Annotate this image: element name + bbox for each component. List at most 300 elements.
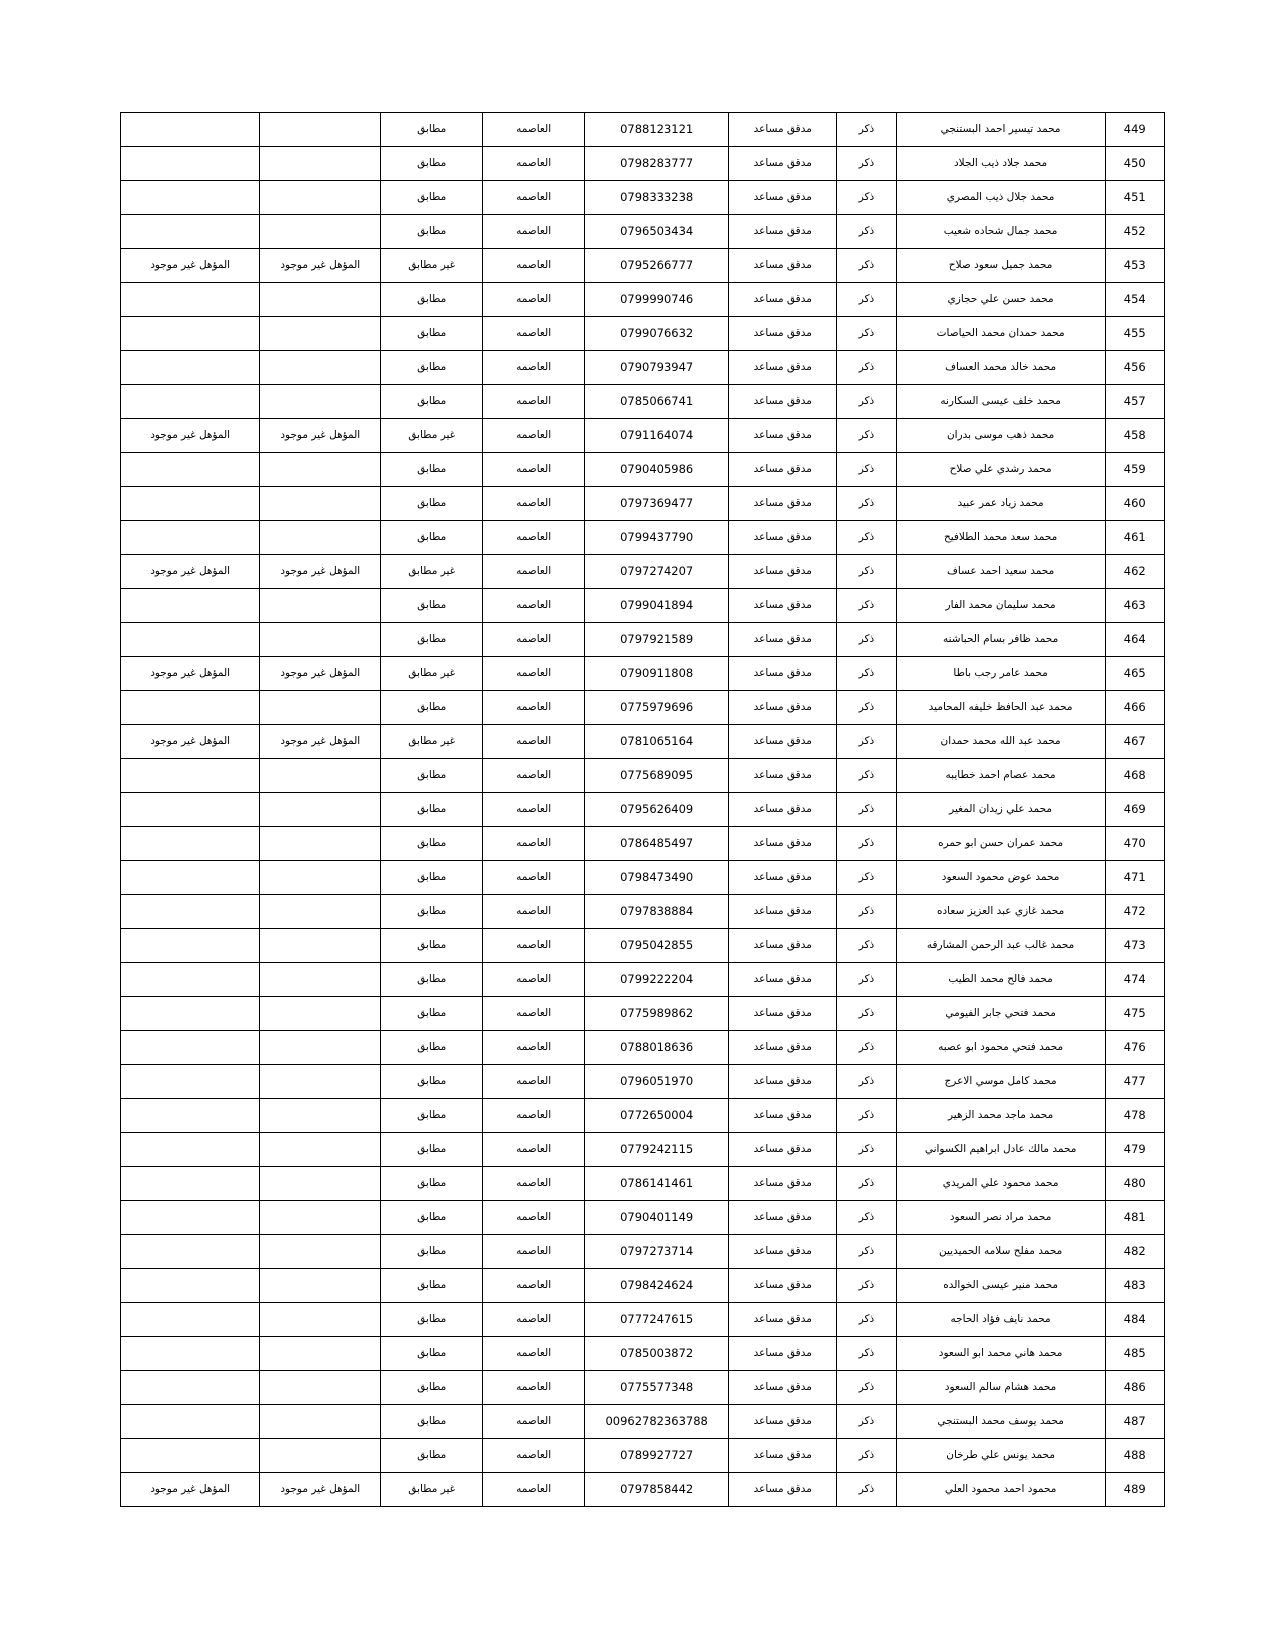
match-status-cell: مطابق	[381, 283, 483, 317]
match-status-cell: مطابق	[381, 589, 483, 623]
gender-cell: ذكر	[837, 521, 897, 555]
full-name-cell: محمد خلف عيسى السكارنه	[896, 385, 1105, 419]
match-status-cell: غير مطابق	[381, 1473, 483, 1507]
region-cell: العاصمه	[483, 283, 585, 317]
phone-number-cell: 0799990746	[585, 283, 729, 317]
gender-cell: ذكر	[837, 1167, 897, 1201]
full-name-cell: محمد رشدي علي صلاح	[896, 453, 1105, 487]
table-row	[121, 1473, 1165, 1507]
gender-cell: ذكر	[837, 759, 897, 793]
table-row	[121, 1405, 1165, 1439]
phone-number-cell: 0788018636	[585, 1031, 729, 1065]
match-status-cell: مطابق	[381, 1065, 483, 1099]
qualification-note-1-cell: المؤهل غير موجود	[260, 1473, 381, 1507]
qualification-note-2-cell	[121, 317, 260, 351]
qualification-note-2-cell	[121, 691, 260, 725]
job-title-cell: مدقق مساعد	[729, 1099, 837, 1133]
row-number-cell: 475	[1105, 997, 1165, 1031]
qualification-note-1-cell	[260, 963, 381, 997]
full-name-cell: محمد مفلح سلامه الحميديين	[896, 1235, 1105, 1269]
qualification-note-2-cell	[121, 963, 260, 997]
job-title-cell: مدقق مساعد	[729, 453, 837, 487]
table-row	[121, 691, 1165, 725]
full-name-cell: محمد مالك عادل ابراهيم الكسواني	[896, 1133, 1105, 1167]
job-title-cell: مدقق مساعد	[729, 249, 837, 283]
match-status-cell: مطابق	[381, 1099, 483, 1133]
qualification-note-2-cell	[121, 997, 260, 1031]
job-title-cell: مدقق مساعد	[729, 657, 837, 691]
row-number-cell: 486	[1105, 1371, 1165, 1405]
full-name-cell: محمد غالب عبد الرحمن المشارقه	[896, 929, 1105, 963]
table-row	[121, 351, 1165, 385]
job-title-cell: مدقق مساعد	[729, 793, 837, 827]
phone-number-cell: 0775577348	[585, 1371, 729, 1405]
table-row	[121, 385, 1165, 419]
job-title-cell: مدقق مساعد	[729, 623, 837, 657]
gender-cell: ذكر	[837, 419, 897, 453]
qualification-note-2-cell	[121, 215, 260, 249]
qualification-note-1-cell	[260, 929, 381, 963]
phone-number-cell: 0797369477	[585, 487, 729, 521]
row-number-cell: 458	[1105, 419, 1165, 453]
row-number-cell: 457	[1105, 385, 1165, 419]
match-status-cell: مطابق	[381, 113, 483, 147]
region-cell: العاصمه	[483, 793, 585, 827]
region-cell: العاصمه	[483, 759, 585, 793]
qualification-note-2-cell: المؤهل غير موجود	[121, 555, 260, 589]
match-status-cell: غير مطابق	[381, 249, 483, 283]
qualification-note-1-cell: المؤهل غير موجود	[260, 249, 381, 283]
gender-cell: ذكر	[837, 1065, 897, 1099]
qualification-note-1-cell	[260, 181, 381, 215]
row-number-cell: 480	[1105, 1167, 1165, 1201]
region-cell: العاصمه	[483, 1337, 585, 1371]
job-title-cell: مدقق مساعد	[729, 385, 837, 419]
row-number-cell: 472	[1105, 895, 1165, 929]
full-name-cell: محمد حمدان محمد الحياصات	[896, 317, 1105, 351]
table-row	[121, 1371, 1165, 1405]
qualification-note-2-cell	[121, 1031, 260, 1065]
region-cell: العاصمه	[483, 385, 585, 419]
match-status-cell: مطابق	[381, 351, 483, 385]
qualification-note-1-cell	[260, 1405, 381, 1439]
match-status-cell: مطابق	[381, 759, 483, 793]
region-cell: العاصمه	[483, 1405, 585, 1439]
full-name-cell: محمد عبد الحافظ خليفه المحاميد	[896, 691, 1105, 725]
table-row	[121, 555, 1165, 589]
full-name-cell: محمد جلاد ذيب الجلاد	[896, 147, 1105, 181]
phone-number-cell: 0777247615	[585, 1303, 729, 1337]
phone-number-cell: 0799076632	[585, 317, 729, 351]
phone-number-cell: 0791164074	[585, 419, 729, 453]
row-number-cell: 462	[1105, 555, 1165, 589]
region-cell: العاصمه	[483, 963, 585, 997]
match-status-cell: مطابق	[381, 317, 483, 351]
job-title-cell: مدقق مساعد	[729, 827, 837, 861]
phone-number-cell: 0796051970	[585, 1065, 729, 1099]
match-status-cell: مطابق	[381, 861, 483, 895]
qualification-note-2-cell	[121, 1337, 260, 1371]
qualification-note-1-cell	[260, 385, 381, 419]
match-status-cell: مطابق	[381, 1405, 483, 1439]
region-cell: العاصمه	[483, 487, 585, 521]
table-row	[121, 215, 1165, 249]
qualification-note-1-cell: المؤهل غير موجود	[260, 419, 381, 453]
job-title-cell: مدقق مساعد	[729, 181, 837, 215]
qualification-note-1-cell	[260, 147, 381, 181]
table-row	[121, 1269, 1165, 1303]
match-status-cell: مطابق	[381, 1303, 483, 1337]
qualification-note-2-cell: المؤهل غير موجود	[121, 249, 260, 283]
region-cell: العاصمه	[483, 1167, 585, 1201]
full-name-cell: محمد سليمان محمد الفار	[896, 589, 1105, 623]
full-name-cell: محمد عامر رجب باطا	[896, 657, 1105, 691]
job-title-cell: مدقق مساعد	[729, 929, 837, 963]
full-name-cell: محمد علي زيدان المغير	[896, 793, 1105, 827]
qualification-note-1-cell	[260, 1065, 381, 1099]
gender-cell: ذكر	[837, 1337, 897, 1371]
qualification-note-1-cell	[260, 1439, 381, 1473]
region-cell: العاصمه	[483, 1201, 585, 1235]
table-row	[121, 249, 1165, 283]
row-number-cell: 469	[1105, 793, 1165, 827]
full-name-cell: محمد ماجد محمد الزهير	[896, 1099, 1105, 1133]
row-number-cell: 450	[1105, 147, 1165, 181]
gender-cell: ذكر	[837, 963, 897, 997]
full-name-cell: محمد منير عيسى الخوالده	[896, 1269, 1105, 1303]
job-title-cell: مدقق مساعد	[729, 317, 837, 351]
qualification-note-1-cell	[260, 487, 381, 521]
full-name-cell: محمد فتحي جابر الفيومي	[896, 997, 1105, 1031]
phone-number-cell: 00962782363788	[585, 1405, 729, 1439]
phone-number-cell: 0790911808	[585, 657, 729, 691]
phone-number-cell: 0795266777	[585, 249, 729, 283]
row-number-cell: 463	[1105, 589, 1165, 623]
qualification-note-2-cell	[121, 1099, 260, 1133]
qualification-note-1-cell	[260, 793, 381, 827]
job-title-cell: مدقق مساعد	[729, 1133, 837, 1167]
table-row	[121, 827, 1165, 861]
match-status-cell: مطابق	[381, 1133, 483, 1167]
gender-cell: ذكر	[837, 691, 897, 725]
applicants-table	[120, 112, 1165, 1507]
qualification-note-1-cell	[260, 521, 381, 555]
qualification-note-2-cell	[121, 521, 260, 555]
match-status-cell: مطابق	[381, 1235, 483, 1269]
row-number-cell: 470	[1105, 827, 1165, 861]
qualification-note-1-cell	[260, 589, 381, 623]
gender-cell: ذكر	[837, 1303, 897, 1337]
phone-number-cell: 0785003872	[585, 1337, 729, 1371]
job-title-cell: مدقق مساعد	[729, 555, 837, 589]
qualification-note-2-cell	[121, 181, 260, 215]
qualification-note-1-cell	[260, 453, 381, 487]
job-title-cell: مدقق مساعد	[729, 1167, 837, 1201]
qualification-note-1-cell	[260, 1371, 381, 1405]
row-number-cell: 488	[1105, 1439, 1165, 1473]
full-name-cell: محمد عمران حسن ابو حمره	[896, 827, 1105, 861]
row-number-cell: 476	[1105, 1031, 1165, 1065]
job-title-cell: مدقق مساعد	[729, 1201, 837, 1235]
job-title-cell: مدقق مساعد	[729, 895, 837, 929]
phone-number-cell: 0779242115	[585, 1133, 729, 1167]
qualification-note-2-cell	[121, 1201, 260, 1235]
gender-cell: ذكر	[837, 929, 897, 963]
qualification-note-2-cell	[121, 453, 260, 487]
gender-cell: ذكر	[837, 351, 897, 385]
table-row	[121, 589, 1165, 623]
qualification-note-1-cell	[260, 351, 381, 385]
region-cell: العاصمه	[483, 1133, 585, 1167]
row-number-cell: 466	[1105, 691, 1165, 725]
phone-number-cell: 0795042855	[585, 929, 729, 963]
match-status-cell: مطابق	[381, 1269, 483, 1303]
region-cell: العاصمه	[483, 419, 585, 453]
region-cell: العاصمه	[483, 453, 585, 487]
table-row	[121, 725, 1165, 759]
qualification-note-1-cell	[260, 861, 381, 895]
gender-cell: ذكر	[837, 317, 897, 351]
qualification-note-2-cell: المؤهل غير موجود	[121, 1473, 260, 1507]
row-number-cell: 468	[1105, 759, 1165, 793]
match-status-cell: مطابق	[381, 1201, 483, 1235]
region-cell: العاصمه	[483, 1065, 585, 1099]
job-title-cell: مدقق مساعد	[729, 147, 837, 181]
row-number-cell: 487	[1105, 1405, 1165, 1439]
full-name-cell: محمد محمود علي المريدي	[896, 1167, 1105, 1201]
phone-number-cell: 0772650004	[585, 1099, 729, 1133]
qualification-note-2-cell	[121, 147, 260, 181]
gender-cell: ذكر	[837, 1269, 897, 1303]
job-title-cell: مدقق مساعد	[729, 861, 837, 895]
gender-cell: ذكر	[837, 895, 897, 929]
qualification-note-2-cell	[121, 793, 260, 827]
table-row	[121, 113, 1165, 147]
gender-cell: ذكر	[837, 113, 897, 147]
phone-number-cell: 0786485497	[585, 827, 729, 861]
gender-cell: ذكر	[837, 283, 897, 317]
row-number-cell: 452	[1105, 215, 1165, 249]
region-cell: العاصمه	[483, 215, 585, 249]
phone-number-cell: 0798333238	[585, 181, 729, 215]
region-cell: العاصمه	[483, 317, 585, 351]
gender-cell: ذكر	[837, 215, 897, 249]
qualification-note-2-cell	[121, 1439, 260, 1473]
full-name-cell: محمد خالد محمد العساف	[896, 351, 1105, 385]
region-cell: العاصمه	[483, 351, 585, 385]
region-cell: العاصمه	[483, 1303, 585, 1337]
job-title-cell: مدقق مساعد	[729, 1235, 837, 1269]
qualification-note-2-cell	[121, 759, 260, 793]
match-status-cell: مطابق	[381, 521, 483, 555]
table-row	[121, 1167, 1165, 1201]
job-title-cell: مدقق مساعد	[729, 1405, 837, 1439]
gender-cell: ذكر	[837, 249, 897, 283]
table-row	[121, 1031, 1165, 1065]
full-name-cell: محمد فتحي محمود ابو عصبه	[896, 1031, 1105, 1065]
phone-number-cell: 0799222204	[585, 963, 729, 997]
full-name-cell: محمد غازي عبد العزيز سعاده	[896, 895, 1105, 929]
match-status-cell: غير مطابق	[381, 657, 483, 691]
row-number-cell: 449	[1105, 113, 1165, 147]
row-number-cell: 459	[1105, 453, 1165, 487]
job-title-cell: مدقق مساعد	[729, 351, 837, 385]
table-row	[121, 1337, 1165, 1371]
full-name-cell: محمد عبد الله محمد حمدان	[896, 725, 1105, 759]
region-cell: العاصمه	[483, 1473, 585, 1507]
region-cell: العاصمه	[483, 725, 585, 759]
table-row	[121, 861, 1165, 895]
gender-cell: ذكر	[837, 657, 897, 691]
qualification-note-1-cell	[260, 895, 381, 929]
gender-cell: ذكر	[837, 861, 897, 895]
qualification-note-1-cell	[260, 1201, 381, 1235]
full-name-cell: محمد نايف فؤاد الحاجه	[896, 1303, 1105, 1337]
phone-number-cell: 0798424624	[585, 1269, 729, 1303]
gender-cell: ذكر	[837, 385, 897, 419]
row-number-cell: 479	[1105, 1133, 1165, 1167]
qualification-note-2-cell	[121, 929, 260, 963]
phone-number-cell: 0775689095	[585, 759, 729, 793]
region-cell: العاصمه	[483, 249, 585, 283]
table-row	[121, 1303, 1165, 1337]
qualification-note-1-cell	[260, 1235, 381, 1269]
job-title-cell: مدقق مساعد	[729, 1269, 837, 1303]
gender-cell: ذكر	[837, 1031, 897, 1065]
table-row	[121, 521, 1165, 555]
qualification-note-2-cell	[121, 351, 260, 385]
qualification-note-2-cell	[121, 1065, 260, 1099]
qualification-note-2-cell	[121, 895, 260, 929]
table-row	[121, 929, 1165, 963]
region-cell: العاصمه	[483, 1439, 585, 1473]
region-cell: العاصمه	[483, 1269, 585, 1303]
phone-number-cell: 0798473490	[585, 861, 729, 895]
phone-number-cell: 0775989862	[585, 997, 729, 1031]
qualification-note-2-cell: المؤهل غير موجود	[121, 657, 260, 691]
row-number-cell: 473	[1105, 929, 1165, 963]
qualification-note-1-cell	[260, 827, 381, 861]
table-row	[121, 623, 1165, 657]
full-name-cell: محمد هاني محمد ابو السعود	[896, 1337, 1105, 1371]
qualification-note-1-cell	[260, 691, 381, 725]
qualification-note-1-cell	[260, 317, 381, 351]
full-name-cell: محمد جمال شحاده شعيب	[896, 215, 1105, 249]
table-row	[121, 1099, 1165, 1133]
region-cell: العاصمه	[483, 929, 585, 963]
gender-cell: ذكر	[837, 793, 897, 827]
full-name-cell: محمد هشام سالم السعود	[896, 1371, 1105, 1405]
gender-cell: ذكر	[837, 1099, 897, 1133]
job-title-cell: مدقق مساعد	[729, 1337, 837, 1371]
phone-number-cell: 0785066741	[585, 385, 729, 419]
phone-number-cell: 0799437790	[585, 521, 729, 555]
row-number-cell: 481	[1105, 1201, 1165, 1235]
job-title-cell: مدقق مساعد	[729, 1065, 837, 1099]
qualification-note-1-cell	[260, 113, 381, 147]
full-name-cell: محمد يوسف محمد البستنجي	[896, 1405, 1105, 1439]
job-title-cell: مدقق مساعد	[729, 1439, 837, 1473]
gender-cell: ذكر	[837, 487, 897, 521]
match-status-cell: غير مطابق	[381, 555, 483, 589]
row-number-cell: 471	[1105, 861, 1165, 895]
table-row	[121, 997, 1165, 1031]
job-title-cell: مدقق مساعد	[729, 1031, 837, 1065]
region-cell: العاصمه	[483, 691, 585, 725]
table-row	[121, 657, 1165, 691]
row-number-cell: 474	[1105, 963, 1165, 997]
row-number-cell: 460	[1105, 487, 1165, 521]
match-status-cell: مطابق	[381, 215, 483, 249]
region-cell: العاصمه	[483, 895, 585, 929]
qualification-note-2-cell	[121, 827, 260, 861]
qualification-note-2-cell	[121, 487, 260, 521]
table-row	[121, 147, 1165, 181]
gender-cell: ذكر	[837, 1371, 897, 1405]
gender-cell: ذكر	[837, 997, 897, 1031]
job-title-cell: مدقق مساعد	[729, 521, 837, 555]
qualification-note-1-cell	[260, 1337, 381, 1371]
row-number-cell: 477	[1105, 1065, 1165, 1099]
phone-number-cell: 0788123121	[585, 113, 729, 147]
qualification-note-2-cell	[121, 861, 260, 895]
gender-cell: ذكر	[837, 1405, 897, 1439]
qualification-note-1-cell	[260, 623, 381, 657]
table-row	[121, 1065, 1165, 1099]
qualification-note-1-cell	[260, 215, 381, 249]
full-name-cell: محمد عوض محمود السعود	[896, 861, 1105, 895]
gender-cell: ذكر	[837, 453, 897, 487]
full-name-cell: محمد كامل موسي الاعرج	[896, 1065, 1105, 1099]
job-title-cell: مدقق مساعد	[729, 759, 837, 793]
row-number-cell: 454	[1105, 283, 1165, 317]
gender-cell: ذكر	[837, 827, 897, 861]
row-number-cell: 467	[1105, 725, 1165, 759]
table-row	[121, 895, 1165, 929]
match-status-cell: مطابق	[381, 453, 483, 487]
row-number-cell: 456	[1105, 351, 1165, 385]
phone-number-cell: 0790405986	[585, 453, 729, 487]
qualification-note-2-cell	[121, 1269, 260, 1303]
row-number-cell: 485	[1105, 1337, 1165, 1371]
table-body	[121, 113, 1165, 1507]
match-status-cell: مطابق	[381, 623, 483, 657]
match-status-cell: مطابق	[381, 963, 483, 997]
job-title-cell: مدقق مساعد	[729, 1303, 837, 1337]
qualification-note-2-cell	[121, 1405, 260, 1439]
phone-number-cell: 0795626409	[585, 793, 729, 827]
phone-number-cell: 0796503434	[585, 215, 729, 249]
row-number-cell: 455	[1105, 317, 1165, 351]
row-number-cell: 482	[1105, 1235, 1165, 1269]
qualification-note-2-cell	[121, 1133, 260, 1167]
phone-number-cell: 0781065164	[585, 725, 729, 759]
qualification-note-2-cell: المؤهل غير موجود	[121, 725, 260, 759]
row-number-cell: 461	[1105, 521, 1165, 555]
phone-number-cell: 0797838884	[585, 895, 729, 929]
qualification-note-2-cell	[121, 1167, 260, 1201]
match-status-cell: مطابق	[381, 1439, 483, 1473]
qualification-note-1-cell: المؤهل غير موجود	[260, 657, 381, 691]
qualification-note-2-cell	[121, 385, 260, 419]
gender-cell: ذكر	[837, 1235, 897, 1269]
qualification-note-1-cell	[260, 759, 381, 793]
row-number-cell: 451	[1105, 181, 1165, 215]
row-number-cell: 465	[1105, 657, 1165, 691]
match-status-cell: مطابق	[381, 147, 483, 181]
phone-number-cell: 0799041894	[585, 589, 729, 623]
full-name-cell: محمد عصام احمد خطايبه	[896, 759, 1105, 793]
